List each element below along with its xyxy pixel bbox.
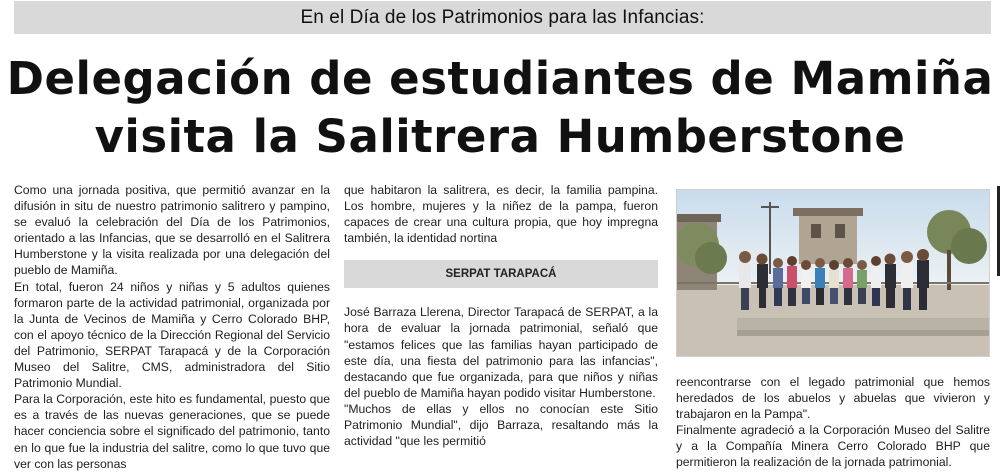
headline-line-2: visita la Salitrera Humberstone [94, 110, 906, 163]
paragraph: José Barraza Llerena, Director Tarapacá de SERPAT, a la hora de evaluar la jornada patrimonial, señaló que "estamos felices que las familias hayan participado de este día, una fiesta del patrimonio para las infancias", destacando que fue organizada, para que niños y niñas del pueblo de Mamiña hayan podido visitar Humberstone. [344, 305, 658, 400]
paragraph: "Muchos de ellas y ellos no conocían este Sitio Patrimonio Mundial", dijo Barraza, resaltando más la actividad "que les permitió [344, 401, 658, 449]
kicker-text: En el Día de los Patrimonios para las Infancias: [300, 7, 705, 28]
paragraph: En total, fueron 24 niños y niñas y 5 adultos quienes formaron parte de la actividad patrimonial, organizada por la Junta de Vecinos de Mamiña y Cerro Colorado BHP, con el apoyo técnico de la Dirección Regional del Servicio del Patrimonio, SERPAT Tarapacá y de la Corporación Museo del Salitre, CMS, administradora del Sitio Patrimonio Mundial. [14, 279, 330, 391]
paragraph: reencontrarse con el legado patrimonial que hemos heredados de los abuelos y abuelas que vivieron y trabajaron en la Pampa". [676, 375, 990, 422]
group-photo [676, 189, 990, 357]
section-subhead: SERPAT TARAPACÁ [344, 260, 658, 288]
kicker-band [14, 1, 991, 34]
paragraph: Como una jornada positiva, que permitió avanzar en la difusión in situ de nuestro patrimonio salitrero y pampino, se evaluó la celebración del Día de los Patrimonios, orientado a las Infancias, que se desarrolló en el Salitrera Humberstone y la visita realizada por una delegación del pueblo de Mamiña. [14, 183, 330, 278]
paragraph: Para la Corporación, este hito es fundamental, puesto que es a través de las nuevas generaciones, que se puede hacer conciencia sobre el significado del patrimonio, tanto en lo que fue la industria del salitre, como lo que tuvo que ver con las personas [14, 392, 330, 471]
group-photo-illustration [677, 190, 990, 357]
article-column-1 [14, 182, 330, 472]
article-column-2 [344, 182, 658, 449]
headline-line-1: Delegación de estudiantes de Mamiña [6, 52, 994, 105]
paragraph: Finalmente agradeció a la Corporación Museo del Salitre y a la Compañía Minera Cerro Colorado BHP que permitieron la realización de la jornada patrimonial. [676, 423, 990, 470]
headline [0, 50, 1000, 166]
paragraph: que habitaron la salitrera, es decir, la familia pampina. Los hombre, mujeres y la niñez de la pampa, fueron capaces de crear una cultura propia, que hoy impregna también, la identidad nortina [344, 183, 658, 246]
article-column-3 [676, 374, 990, 471]
